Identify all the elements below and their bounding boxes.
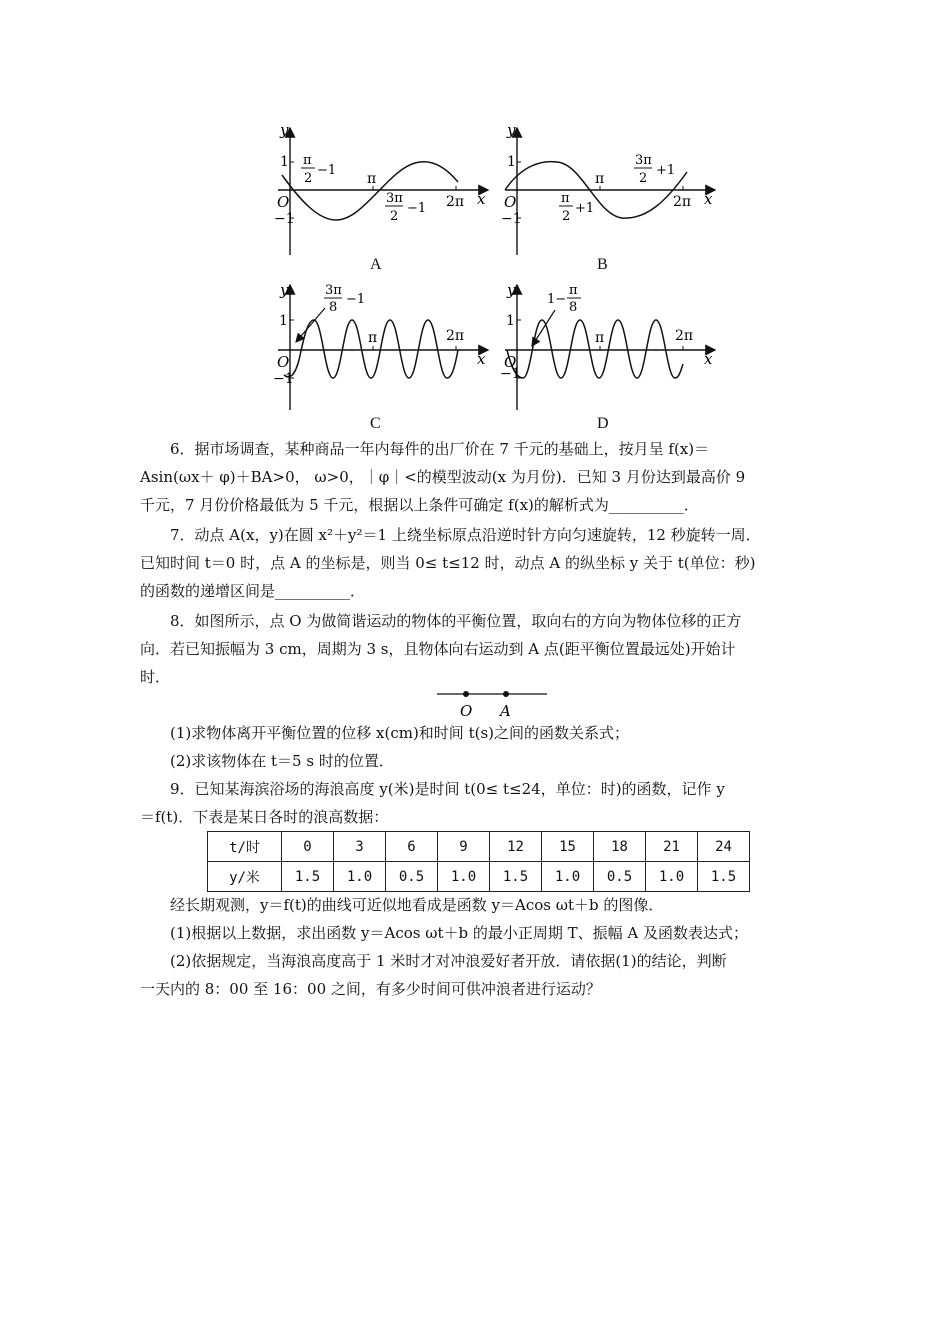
tick-minus-one: −1 bbox=[500, 366, 521, 382]
wave-height-table bbox=[207, 831, 750, 892]
q8-line-2: 向．若已知振幅为 3 cm，周期为 3 s，且物体向右运动到 A 点(距平衡位置最远处)开始计 bbox=[140, 640, 736, 658]
x-axis-label: x bbox=[477, 190, 486, 208]
label-den: 2 bbox=[304, 171, 313, 186]
graph-b-caption: B bbox=[597, 256, 608, 273]
label-3pi-over-8-minus-1: 3π bbox=[325, 283, 342, 298]
tick-one: 1 bbox=[280, 154, 289, 170]
table-cell: 6 bbox=[386, 832, 438, 862]
table-cell: 1.0 bbox=[646, 862, 698, 892]
table-cell: 18 bbox=[594, 832, 646, 862]
origin-label: O bbox=[277, 353, 290, 371]
table-row bbox=[208, 862, 750, 892]
table-cell: 1.5 bbox=[490, 862, 542, 892]
point-a-label: A bbox=[500, 702, 511, 720]
label-1-minus-pi-over-8: 1− bbox=[547, 292, 567, 307]
q9-line-1: 9．已知某海滨浴场的海浪高度 y(米)是时间 t(0≤ t≤24，单位：时)的函数，记作 y bbox=[170, 780, 725, 798]
q8-line-1: 8．如图所示，点 O 为做简谐运动的物体的平衡位置，取向右的方向为物体位移的正方 bbox=[170, 612, 742, 630]
q9-line-2: ＝f(t)．下表是某日各时的浪高数据： bbox=[140, 808, 389, 826]
label-pi-over-2-plus-1: π bbox=[561, 191, 570, 206]
table-cell: 21 bbox=[646, 832, 698, 862]
q6-line-2: Asin(ωx＋ φ)＋BA>0， ω>0，｜φ｜<的模型波动(x 为月份)．已知 3 月份达到最高价 9 bbox=[140, 468, 746, 486]
y-axis-label: y bbox=[280, 121, 289, 139]
x-axis-label: x bbox=[477, 350, 486, 368]
tick-pi: π bbox=[368, 330, 378, 346]
graph-b bbox=[497, 120, 727, 260]
tick-two-pi: 2π bbox=[446, 328, 465, 344]
table-cell: 0.5 bbox=[386, 862, 438, 892]
point-o-label: O bbox=[460, 702, 473, 720]
oscillation-diagram bbox=[435, 686, 555, 722]
q8-line-3: 时． bbox=[140, 668, 171, 686]
label-den: 8 bbox=[329, 300, 338, 315]
tick-one: 1 bbox=[279, 313, 288, 329]
graph-a bbox=[270, 120, 500, 260]
tick-minus-one: −1 bbox=[501, 211, 522, 227]
origin-label: O bbox=[504, 353, 517, 371]
q7-line-2: 已知时间 t＝0 时，点 A 的坐标是，则当 0≤ t≤12 时，动点 A 的纵坐标 y 关于 t(单位：秒) bbox=[140, 554, 756, 572]
table-cell: 1.0 bbox=[334, 862, 386, 892]
label-3pi-over-2-minus-1: 3π bbox=[386, 191, 403, 206]
tick-two-pi: 2π bbox=[446, 194, 465, 210]
q7-line-3: 的函数的递增区间是__________． bbox=[140, 582, 366, 600]
table-cell: 1.0 bbox=[542, 862, 594, 892]
tick-one: 1 bbox=[507, 154, 516, 170]
graph-c bbox=[270, 280, 500, 415]
label-3pi-over-2-plus-1: 3π bbox=[635, 153, 652, 168]
y-axis-label: y bbox=[507, 281, 516, 299]
label-tail: −1 bbox=[346, 292, 366, 307]
table-cell: 15 bbox=[542, 832, 594, 862]
tick-minus-one: −1 bbox=[273, 371, 294, 387]
q9-part-1: (1)根据以上数据，求出函数 y＝Acos ωt＋b 的最小正周期 T、振幅 A 及函数表达式； bbox=[170, 924, 748, 942]
label-pi-over-2-minus-1: π bbox=[303, 153, 312, 168]
tick-pi: π bbox=[595, 330, 605, 346]
tick-two-pi: 2π bbox=[675, 328, 694, 344]
q9-part-2a: (2)依据规定，当海浪高度高于 1 米时才对冲浪爱好者开放．请依据(1)的结论，判断 bbox=[170, 952, 727, 970]
table-cell: 9 bbox=[438, 832, 490, 862]
label-tail: +1 bbox=[575, 201, 595, 216]
table-row bbox=[208, 832, 750, 862]
table-cell: 1.5 bbox=[698, 862, 750, 892]
graph-a-caption: A bbox=[370, 256, 382, 273]
x-axis-label: x bbox=[704, 350, 713, 368]
q9-line-3: 经长期观测，y＝f(t)的曲线可近似地看成是函数 y＝Acos ωt＋b 的图像． bbox=[170, 896, 664, 914]
label-num: π bbox=[569, 283, 578, 298]
label-tail: −1 bbox=[407, 201, 427, 216]
q6-line-1: 6．据市场调查，某种商品一年内每件的出厂价在 7 千元的基础上，按月呈 f(x)＝ bbox=[170, 440, 710, 458]
tick-pi: π bbox=[595, 171, 605, 187]
graph-d-caption: D bbox=[597, 415, 609, 432]
table-cell: 12 bbox=[490, 832, 542, 862]
label-den: 8 bbox=[569, 300, 578, 315]
tick-minus-one: −1 bbox=[274, 211, 295, 227]
table-cell: 0.5 bbox=[594, 862, 646, 892]
table-cell: 24 bbox=[698, 832, 750, 862]
table-header-t: t/时 bbox=[208, 832, 282, 862]
x-axis-label: x bbox=[704, 190, 713, 208]
sine-curve-c bbox=[284, 320, 458, 378]
sine-curve-d bbox=[507, 320, 683, 378]
graph-d bbox=[497, 280, 727, 415]
q8-part-2: (2)求该物体在 t＝5 s 时的位置． bbox=[170, 752, 394, 770]
label-den: 2 bbox=[639, 171, 648, 186]
table-cell: 0 bbox=[282, 832, 334, 862]
y-axis-label: y bbox=[507, 121, 516, 139]
y-axis-label: y bbox=[280, 281, 289, 299]
table-cell: 1.0 bbox=[438, 862, 490, 892]
tick-two-pi: 2π bbox=[673, 194, 692, 210]
q6-line-3: 千元，7 月份价格最低为 5 千元，根据以上条件可确定 f(x)的解析式为__________． bbox=[140, 496, 699, 514]
graph-c-caption: C bbox=[370, 415, 381, 432]
q9-part-2b: 一天内的 8：00 至 16：00 之间，有多少时间可供冲浪者进行运动？ bbox=[140, 980, 601, 998]
origin-label: O bbox=[277, 193, 290, 211]
table-cell: 3 bbox=[334, 832, 386, 862]
label-tail: +1 bbox=[656, 163, 676, 178]
origin-label: O bbox=[504, 193, 517, 211]
table-cell: 1.5 bbox=[282, 862, 334, 892]
label-tail: −1 bbox=[317, 163, 337, 178]
tick-pi: π bbox=[367, 171, 377, 187]
label-den: 2 bbox=[390, 209, 399, 224]
q8-part-1: (1)求物体离开平衡位置的位移 x(cm)和时间 t(s)之间的函数关系式； bbox=[170, 724, 630, 742]
tick-one: 1 bbox=[506, 313, 515, 329]
table-header-y: y/米 bbox=[208, 862, 282, 892]
q7-line-1: 7．动点 A(x，y)在圆 x²＋y²＝1 上绕坐标原点沿逆时针方向匀速旋转，12 秒旋转一周． bbox=[170, 526, 761, 544]
label-den: 2 bbox=[562, 209, 571, 224]
